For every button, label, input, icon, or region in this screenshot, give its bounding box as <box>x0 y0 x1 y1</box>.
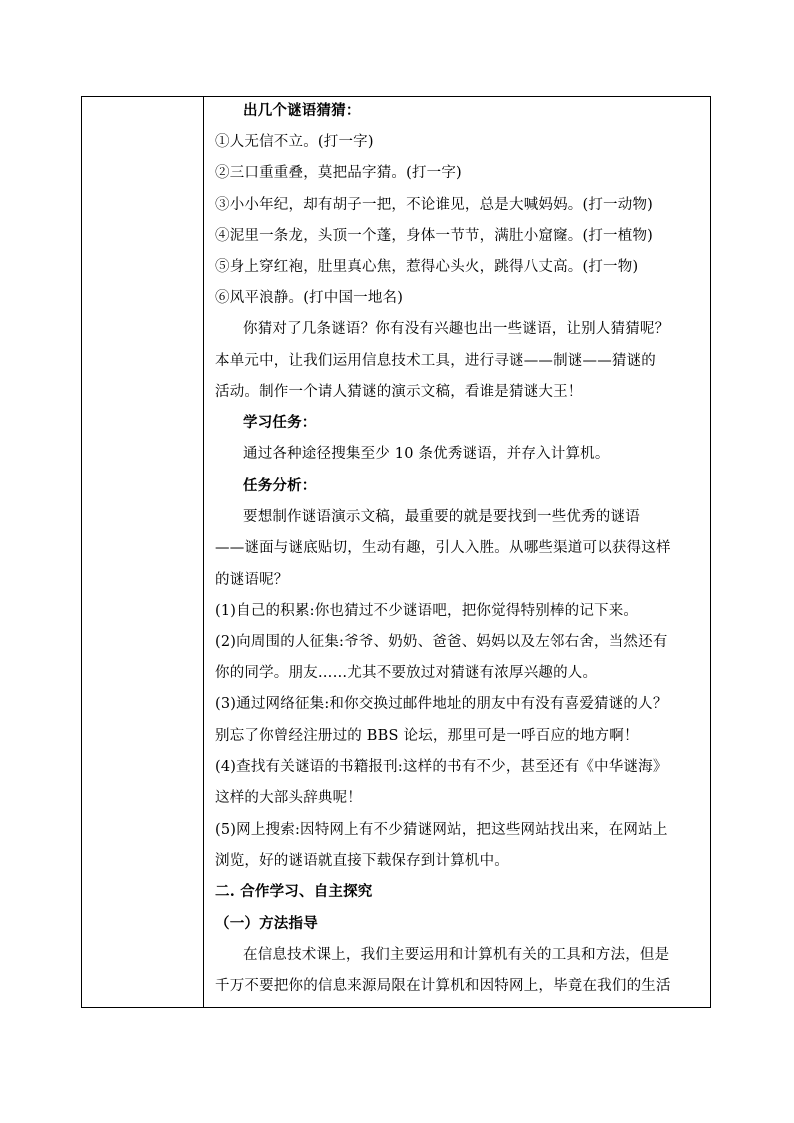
table-left-cell <box>82 97 204 1007</box>
paragraph-line: 通过各种途径搜集至少 10 条优秀谜语，并存入计算机。 <box>243 446 610 462</box>
paragraph-line: 千万不要把你的信息来源局限在计算机和因特网上，毕竟在我们的生活 <box>215 978 671 994</box>
paragraph-line: 活动。制作一个请人猜谜的演示文稿，看谁是猜谜大王！ <box>215 384 583 400</box>
paragraph-line: ①人无信不立。(打一字) <box>215 134 374 150</box>
paragraph-line: ③小小年纪，却有胡子一把，不论谁见，总是大喊妈妈。(打一动物) <box>215 197 654 213</box>
paragraph-line: (1)自己的积累:你也猜过不少谜语吧，把你觉得特别棒的记下来。 <box>215 603 639 619</box>
lesson-table <box>81 96 711 1008</box>
paragraph-line: ⑤身上穿红袍，肚里真心焦，惹得心头火，跳得八丈高。(打一物) <box>215 259 639 275</box>
paragraph-line: 本单元中，让我们运用信息技术工具，进行寻谜——制谜——猜谜的 <box>215 353 656 369</box>
paragraph-line: (4)查找有关谜语的书籍报刊:这样的书有不少，甚至还有《中华谜海》 <box>215 759 668 775</box>
section-heading: 出几个谜语猜猜： <box>243 102 361 119</box>
paragraph-line: 在信息技术课上，我们主要运用和计算机有关的工具和方法，但是 <box>243 947 670 963</box>
table-right-cell <box>205 97 710 1007</box>
paragraph-line: ——谜面与谜底贴切，生动有趣，引人入胜。从哪些渠道可以获得这样 <box>215 540 671 556</box>
paragraph-line: ④泥里一条龙，头顶一个蓬，身体一节节，满肚小窟窿。(打一植物) <box>215 228 654 244</box>
paragraph-line: (5)网上搜索:因特网上有不少猜谜网站，把这些网站找出来，在网站上 <box>215 822 668 838</box>
paragraph-line: ②三口重重叠，莫把品字猜。(打一字) <box>215 165 462 181</box>
paragraph-line: ⑥风平浪静。(打中国一地名) <box>215 290 404 306</box>
paragraph-line: 的谜语呢？ <box>215 572 289 588</box>
paragraph-line: 要想制作谜语演示文稿，最重要的就是要找到一些优秀的谜语 <box>243 509 640 525</box>
section-heading: 二. 合作学习、自主探究 <box>215 883 373 900</box>
section-heading: 学习任务： <box>243 414 317 431</box>
section-heading: （一）方法指导 <box>215 915 318 932</box>
section-heading: 任务分析： <box>243 477 317 494</box>
paragraph-line: (2)向周围的人征集:爷爷、奶奶、爸爸、妈妈以及左邻右舍，当然还有 <box>215 634 668 650</box>
paragraph-line: 你的同学。朋友……尤其不要放过对猜谜有浓厚兴趣的人。 <box>215 665 598 681</box>
paragraph-line: 浏览，好的谜语就直接下载保存到计算机中。 <box>215 853 509 869</box>
paragraph-line: 你猜对了几条谜语？你有没有兴趣也出一些谜语，让别人猜猜呢？ <box>243 321 670 337</box>
paragraph-line: 别忘了你曾经注册过的 BBS 论坛，那里可是一呼百应的地方啊！ <box>215 728 639 744</box>
paragraph-line: (3)通过网络征集:和你交换过邮件地址的朋友中有没有喜爱猜谜的人？ <box>215 696 668 712</box>
paragraph-line: 这样的大部头辞典呢！ <box>215 790 362 806</box>
